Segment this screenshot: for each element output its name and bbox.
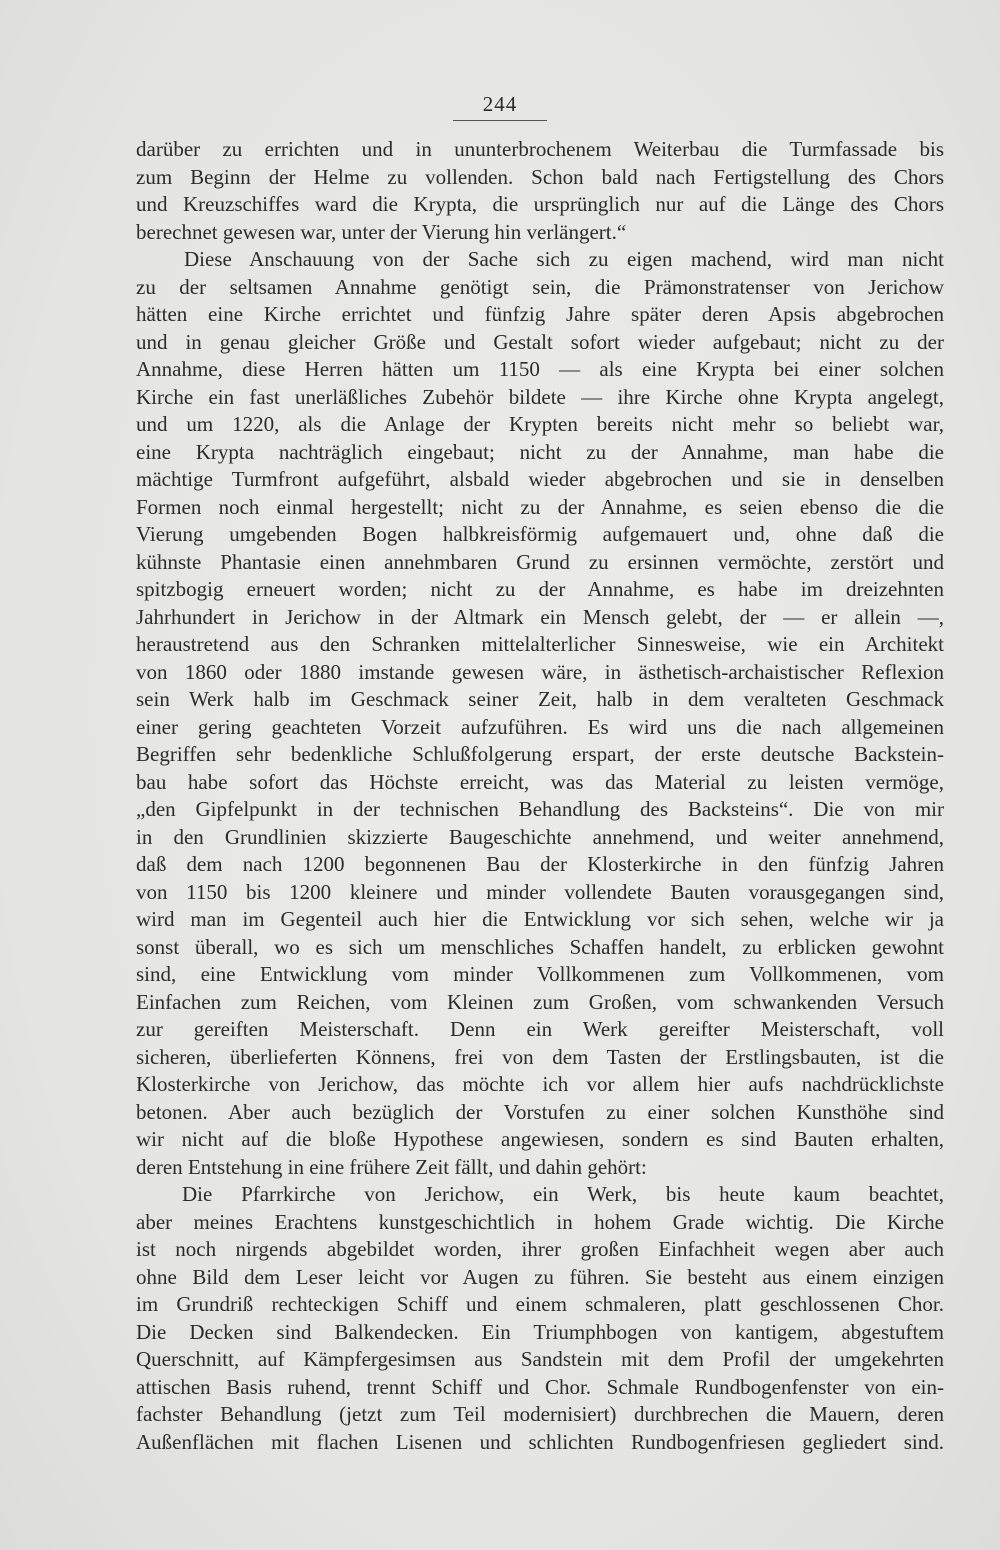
text-line: „den Gipfelpunkt in der technischen Behandlung des Backsteins“. Die von mir [136,797,944,821]
text-line: zu der seltsamen Annahme genötigt sein, die Prämonstratenser von Jerichow [136,274,944,299]
text-line: Außenflächen mit flachen Lisenen und schlichten Rundbogenfriesen gegliedert sind. [136,1429,944,1454]
text-line: deren Entstehung in eine frühere Zeit fällt, und dahin gehört: [136,1154,647,1179]
text-line: ist noch nirgends abgebildet worden, ihrer großen Einfachheit wegen aber auch [136,1237,944,1261]
text-line: sind, eine Entwicklung vom minder Vollkommenen zum Vollkommenen, vom [136,962,944,986]
text-line: heraustretend aus den Schranken mittelalterlicher Sinnesweise, wie ein Architekt [136,632,944,656]
text-line: Annahme, diese Herren hätten um 1150 — als eine Krypta bei einer solchen [136,357,944,381]
text-line: Die Decken sind Balkendecken. Ein Triumphbogen von kantigem, abgestuftem [136,1319,944,1344]
text-line: sein Werk halb im Geschmack seiner Zeit, halb in dem veralteten Geschmack [136,687,944,711]
text-line: sicheren, überlieferten Könnens, frei von dem Tasten der Erstlingsbauten, ist die [136,1044,944,1069]
page-number: 244 [453,92,548,121]
body-text [136,136,944,1456]
text-line: mächtige Turmfront aufgeführt, alsbald wieder abgebrochen und sie in denselben [136,467,944,491]
text-line: kühnste Phantasie einen annehmbaren Grund zu ersinnen vermöchte, zerstört und [136,549,944,574]
text-line: ohne Bild dem Leser leicht vor Augen zu führen. Sie besteht aus einem einzigen [136,1264,944,1289]
text-line: Querschnitt, auf Kämpfergesimsen aus Sandstein mit dem Profil der umgekehrten [136,1347,944,1371]
text-line: betonen. Aber auch bezüglich der Vorstufen zu einer solchen Kunsthöhe sind [136,1099,944,1124]
text-line: Klosterkirche von Jerichow, das möchte ich vor allem hier aufs nachdrücklichste [136,1072,944,1096]
text-line: spitzbogig erneuert worden; nicht zu der Annahme, es habe im dreizehnten [136,577,944,601]
text-line: und Kreuzschiffes ward die Krypta, die ursprünglich nur auf die Länge des Chors [136,192,944,216]
text-line: in den Grundlinien skizzierte Baugeschichte annehmend, und weiter annehmend, [136,824,944,849]
page-header [0,92,1000,121]
text-line: Einfachen zum Reichen, vom Kleinen zum Großen, vom schwankenden Versuch [136,989,944,1014]
text-line: und in genau gleicher Größe und Gestalt sofort wieder aufgebaut; nicht zu der [136,329,944,354]
text-line: Begriffen sehr bedenkliche Schlußfolgerung erspart, der erste deutsche Backstein- [136,742,944,766]
text-line: Jahrhundert in Jerichow in der Altmark ein Mensch gelebt, der — er allein —, [136,604,944,629]
text-line: Kirche ein fast unerläßliches Zubehör bildete — ihre Kirche ohne Krypta angelegt, [136,384,944,409]
text-line: im Grundriß rechteckigen Schiff und einem schmaleren, platt geschlossenen Chor. [136,1292,944,1316]
text-line: Formen noch einmal hergestellt; nicht zu der Annahme, es seien ebenso die die [136,494,944,519]
text-line: sonst überall, wo es sich um menschliches Schaffen handelt, zu erblicken gewohnt [136,934,944,959]
text-line: darüber zu errichten und in ununterbrochenem Weiterbau die Turmfassade bis [136,137,944,161]
text-line: wir nicht auf die bloße Hypothese angewiesen, sondern es sind Bauten erhalten, [136,1127,944,1151]
text-line: wird man im Gegenteil auch hier die Entwicklung vor sich sehen, welche wir ja [136,907,944,931]
text-line: daß dem nach 1200 begonnenen Bau der Klosterkirche in den fünfzig Jahren [136,852,944,876]
text-line: zur gereiften Meisterschaft. Denn ein Werk gereifter Meisterschaft, voll [136,1017,944,1041]
text-line: berechnet gewesen war, unter der Vierung hin verlängert.“ [136,219,627,244]
text-line: attischen Basis ruhend, trennt Schiff und Chor. Schmale Rundbogenfenster von ein- [136,1374,944,1399]
text-line: hätten eine Kirche errichtet und fünfzig Jahre später deren Apsis abgebrochen [136,302,944,326]
text-line: und um 1220, als die Anlage der Krypten bereits nicht mehr so beliebt war, [136,412,944,436]
text-line: bau habe sofort das Höchste erreicht, was das Material zu leisten vermöge, [136,769,944,794]
text-line: von 1150 bis 1200 kleinere und minder vollendete Bauten vorausgegangen sind, [136,879,944,904]
text-line: von 1860 oder 1880 imstande gewesen wäre, in ästhetisch-archaistischer Reflexion [136,659,944,684]
text-line: aber meines Erachtens kunstgeschichtlich in hohem Grade wichtig. Die Kirche [136,1209,944,1234]
text-line: einer gering geachteten Vorzeit aufzuführen. Es wird uns die nach allgemeinen [136,714,944,739]
text-line: fachster Behandlung (jetzt zum Teil modernisiert) durchbrechen die Mauern, deren [136,1402,944,1426]
paragraph-start-line: Die Pfarrkirche von Jerichow, ein Werk, bis heute kaum beachtet, [182,1182,944,1206]
paragraph-start-line: Diese Anschauung von der Sache sich zu eigen machend, wird man nicht [184,247,944,271]
text-line: eine Krypta nachträglich eingebaut; nicht zu der Annahme, man habe die [136,439,944,464]
text-line: Vierung umgebenden Bogen halbkreisförmig aufgemauert und, ohne daß die [136,522,944,546]
text-line: zum Beginn der Helme zu vollenden. Schon bald nach Fertigstellung des Chors [136,164,944,189]
